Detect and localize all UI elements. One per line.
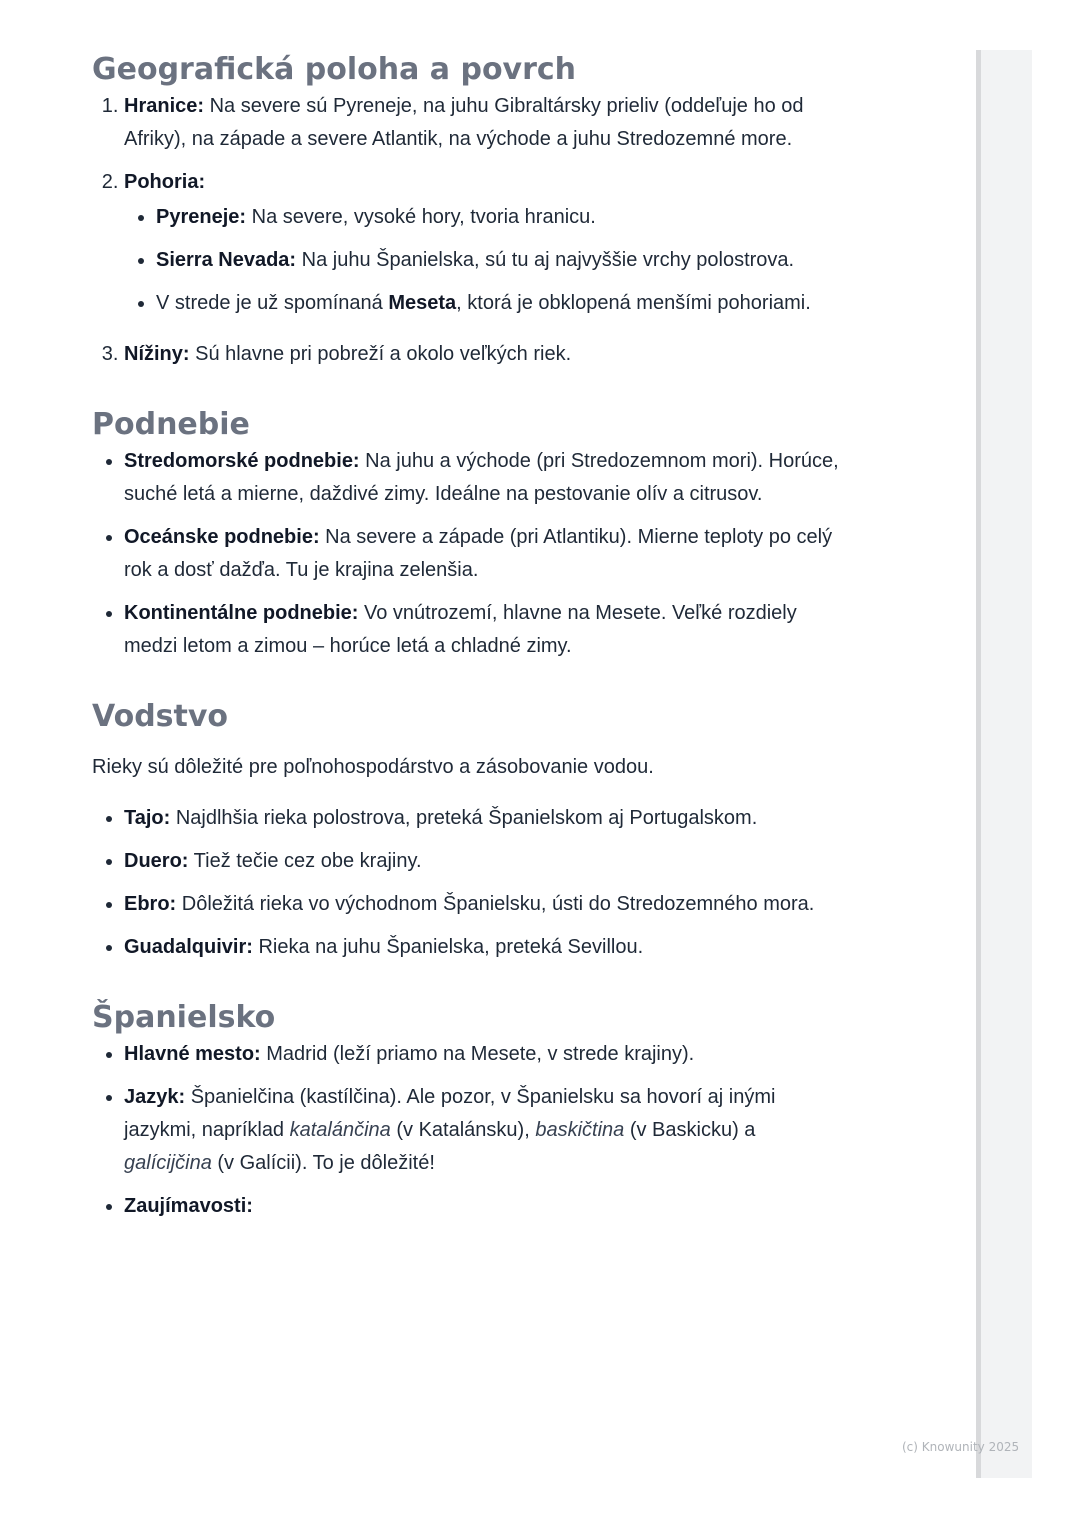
pohoria-list bbox=[124, 201, 842, 320]
section-podnebie bbox=[92, 405, 842, 663]
list-item-pyreneje: • Pyreneje: Na severe, vysoké hory, tvoria hranicu. bbox=[156, 201, 842, 234]
list-item: • Duero: Tiež tečie cez obe krajiny. bbox=[124, 845, 842, 878]
list-item: • Tajo: Najdlhšia rieka polostrova, preteká Španielskom aj Portugalskom. bbox=[124, 802, 842, 835]
side-panel bbox=[976, 50, 1032, 1478]
list-item-hlavne-mesto: • Hlavné mesto: Madrid (leží priamo na Mesete, v strede krajiny). bbox=[124, 1038, 842, 1071]
footer-copyright: (c) Knowunity 2025 bbox=[902, 1440, 1020, 1454]
list-item: • Ebro: Dôležitá rieka vo východnom Španielsku, ústi do Stredozemného mora. bbox=[124, 888, 842, 921]
list-item-meseta: • V strede je už spomínaná Meseta, ktorá je obklopená menšími pohoriami. bbox=[156, 287, 842, 320]
vodstvo-list bbox=[92, 802, 842, 964]
list-item-pohoria: 2. Pohoria: • Pyreneje: Na severe, vysoké hory, tvoria hranicu. • Sierra Nevada: Na juhu Španielska, sú tu aj najvyššie vrchy polostrova. • V strede je už spomínaná Meseta, ktorá je obklopená menšími pohoriami. bbox=[124, 166, 842, 320]
list-item-zaujimavosti: • Zaujímavosti: bbox=[124, 1190, 842, 1223]
heading-spanielsko: Španielsko bbox=[92, 1000, 276, 1035]
list-item: • Oceánske podnebie: Na severe a západe (pri Atlantiku). Mierne teploty po celý rok a dosť dažďa. Tu je krajina zelenšia. bbox=[124, 521, 842, 587]
list-item: • Stredomorské podnebie: Na juhu a východe (pri Stredozemnom mori). Horúce, suché letá a mierne, daždivé zimy. Ideálne na pestovanie olív a citrusov. bbox=[124, 445, 842, 511]
heading-vodstvo: Vodstvo bbox=[92, 699, 229, 734]
heading-geo: Geografická poloha a povrch bbox=[92, 52, 577, 87]
list-item: • Guadalquivir: Rieka na juhu Španielska, preteká Sevillou. bbox=[124, 931, 842, 964]
section-geo bbox=[92, 50, 842, 371]
vodstvo-intro: Rieky sú dôležité pre poľnohospodárstvo a zásobovanie vodou. bbox=[92, 756, 654, 778]
heading-podnebie: Podnebie bbox=[92, 407, 250, 442]
section-vodstvo bbox=[92, 697, 842, 964]
section-spanielsko bbox=[92, 998, 842, 1223]
list-item-jazyk: • Jazyk: Španielčina (kastílčina). Ale pozor, v Španielsku sa hovorí aj inými jazykmi, napríklad katalánčina (v Katalánsku), baskičtina (v Baskicku) a galícijčina (v Galícii). To je dôležité! bbox=[124, 1081, 842, 1180]
document-content bbox=[92, 50, 842, 1233]
podnebie-list bbox=[92, 445, 842, 663]
spanielsko-list bbox=[92, 1038, 842, 1223]
geo-list bbox=[92, 90, 842, 371]
list-item-niziny: 3. Nížiny: Sú hlavne pri pobreží a okolo veľkých riek. bbox=[124, 338, 842, 371]
list-item-hranice: 1. Hranice: Na severe sú Pyreneje, na juhu Gibraltársky prieliv (oddeľuje ho od Afriky), na západe a severe Atlantik, na východe a juhu Stredozemné more. bbox=[124, 90, 842, 156]
list-item-sierra-nevada: • Sierra Nevada: Na juhu Španielska, sú tu aj najvyššie vrchy polostrova. bbox=[156, 244, 842, 277]
list-item: • Kontinentálne podnebie: Vo vnútrozemí, hlavne na Mesete. Veľké rozdiely medzi letom a zimou – horúce letá a chladné zimy. bbox=[124, 597, 842, 663]
